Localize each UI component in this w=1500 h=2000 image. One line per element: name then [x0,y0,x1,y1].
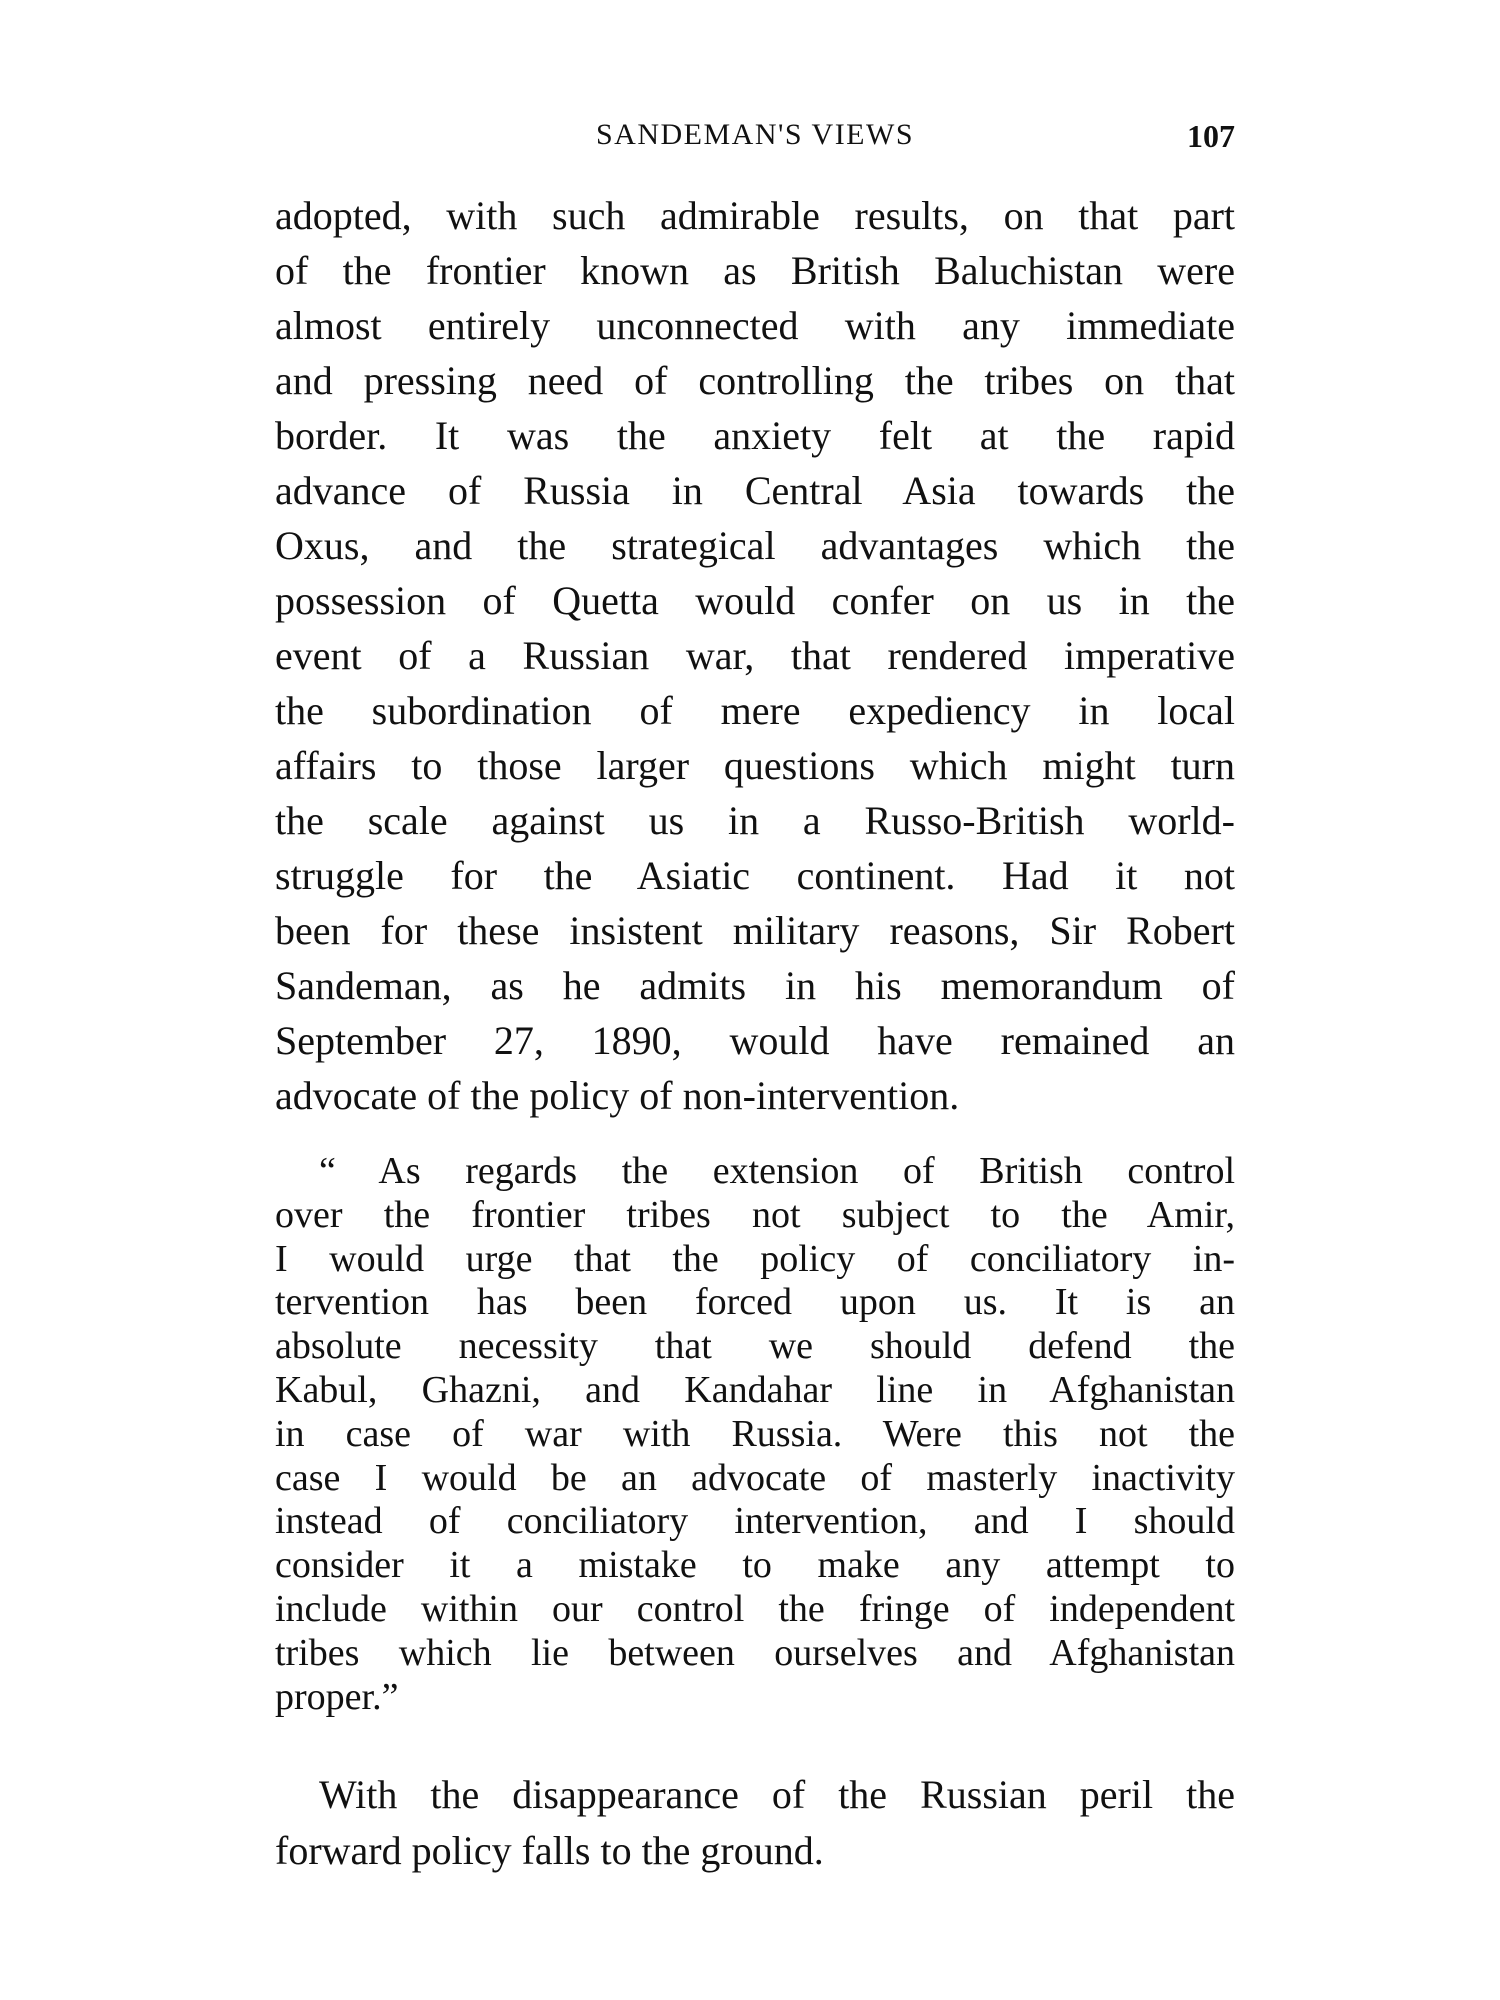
quote-line: absolute necessity that we should defend the [275,1325,1235,1368]
paragraph-closing [275,1767,1235,1879]
paragraph-main [275,188,1235,1123]
text-line: the subordination of mere expediency in local [275,688,1235,733]
text-line: and pressing need of controlling the tribes on that [275,358,1235,403]
quote-line: I would urge that the policy of conciliatory in- [275,1237,1235,1280]
text-line: advance of Russia in Central Asia towards the [275,468,1235,513]
text-line: struggle for the Asiatic continent. Had it not [275,853,1235,898]
text-line: advocate of the policy of non-intervention. [275,1073,960,1118]
page-number: 107 [1187,118,1235,154]
text-line: the scale against us in a Russo-British world- [275,798,1235,843]
quote-line: over the frontier tribes not subject to the Amir, [275,1193,1235,1236]
quote-line: case I would be an advocate of masterly inactivity [275,1456,1235,1499]
text-line: affairs to those larger questions which might turn [275,743,1235,788]
quote-line: tribes which lie between ourselves and Afghanistan [275,1631,1235,1674]
quote-line: Kabul, Ghazni, and Kandahar line in Afghanistan [275,1368,1235,1411]
block-quote [275,1150,1235,1719]
quote-line: in case of war with Russia. Were this not the [275,1412,1235,1455]
text-line: adopted, with such admirable results, on that part [275,193,1235,238]
running-title: SANDEMAN'S VIEWS [595,118,915,151]
quote-line: instead of conciliatory intervention, and I should [275,1500,1235,1543]
quote-line: include within our control the fringe of independent [275,1587,1235,1630]
text-line: Sandeman, as he admits in his memorandum of [275,963,1235,1008]
running-head [275,118,1235,158]
text-line: September 27, 1890, would have remained an [275,1018,1235,1063]
text-line: border. It was the anxiety felt at the rapid [275,413,1235,458]
text-line: Oxus, and the strategical advantages which the [275,523,1235,568]
text-line: With the disappearance of the Russian peril the [319,1772,1235,1817]
quote-line: proper.” [275,1675,399,1718]
text-line: event of a Russian war, that rendered imperative [275,633,1235,678]
quote-line: consider it a mistake to make any attempt to [275,1544,1235,1587]
text-line: of the frontier known as British Baluchistan were [275,248,1235,293]
quote-line: “ As regards the extension of British control [319,1150,1235,1192]
text-line: been for these insistent military reasons, Sir Robert [275,908,1235,953]
text-line: forward policy falls to the ground. [275,1828,824,1873]
text-line: possession of Quetta would confer on us in the [275,578,1235,623]
text-line: almost entirely unconnected with any immediate [275,303,1235,348]
quote-line: tervention has been forced upon us. It is an [275,1281,1235,1324]
